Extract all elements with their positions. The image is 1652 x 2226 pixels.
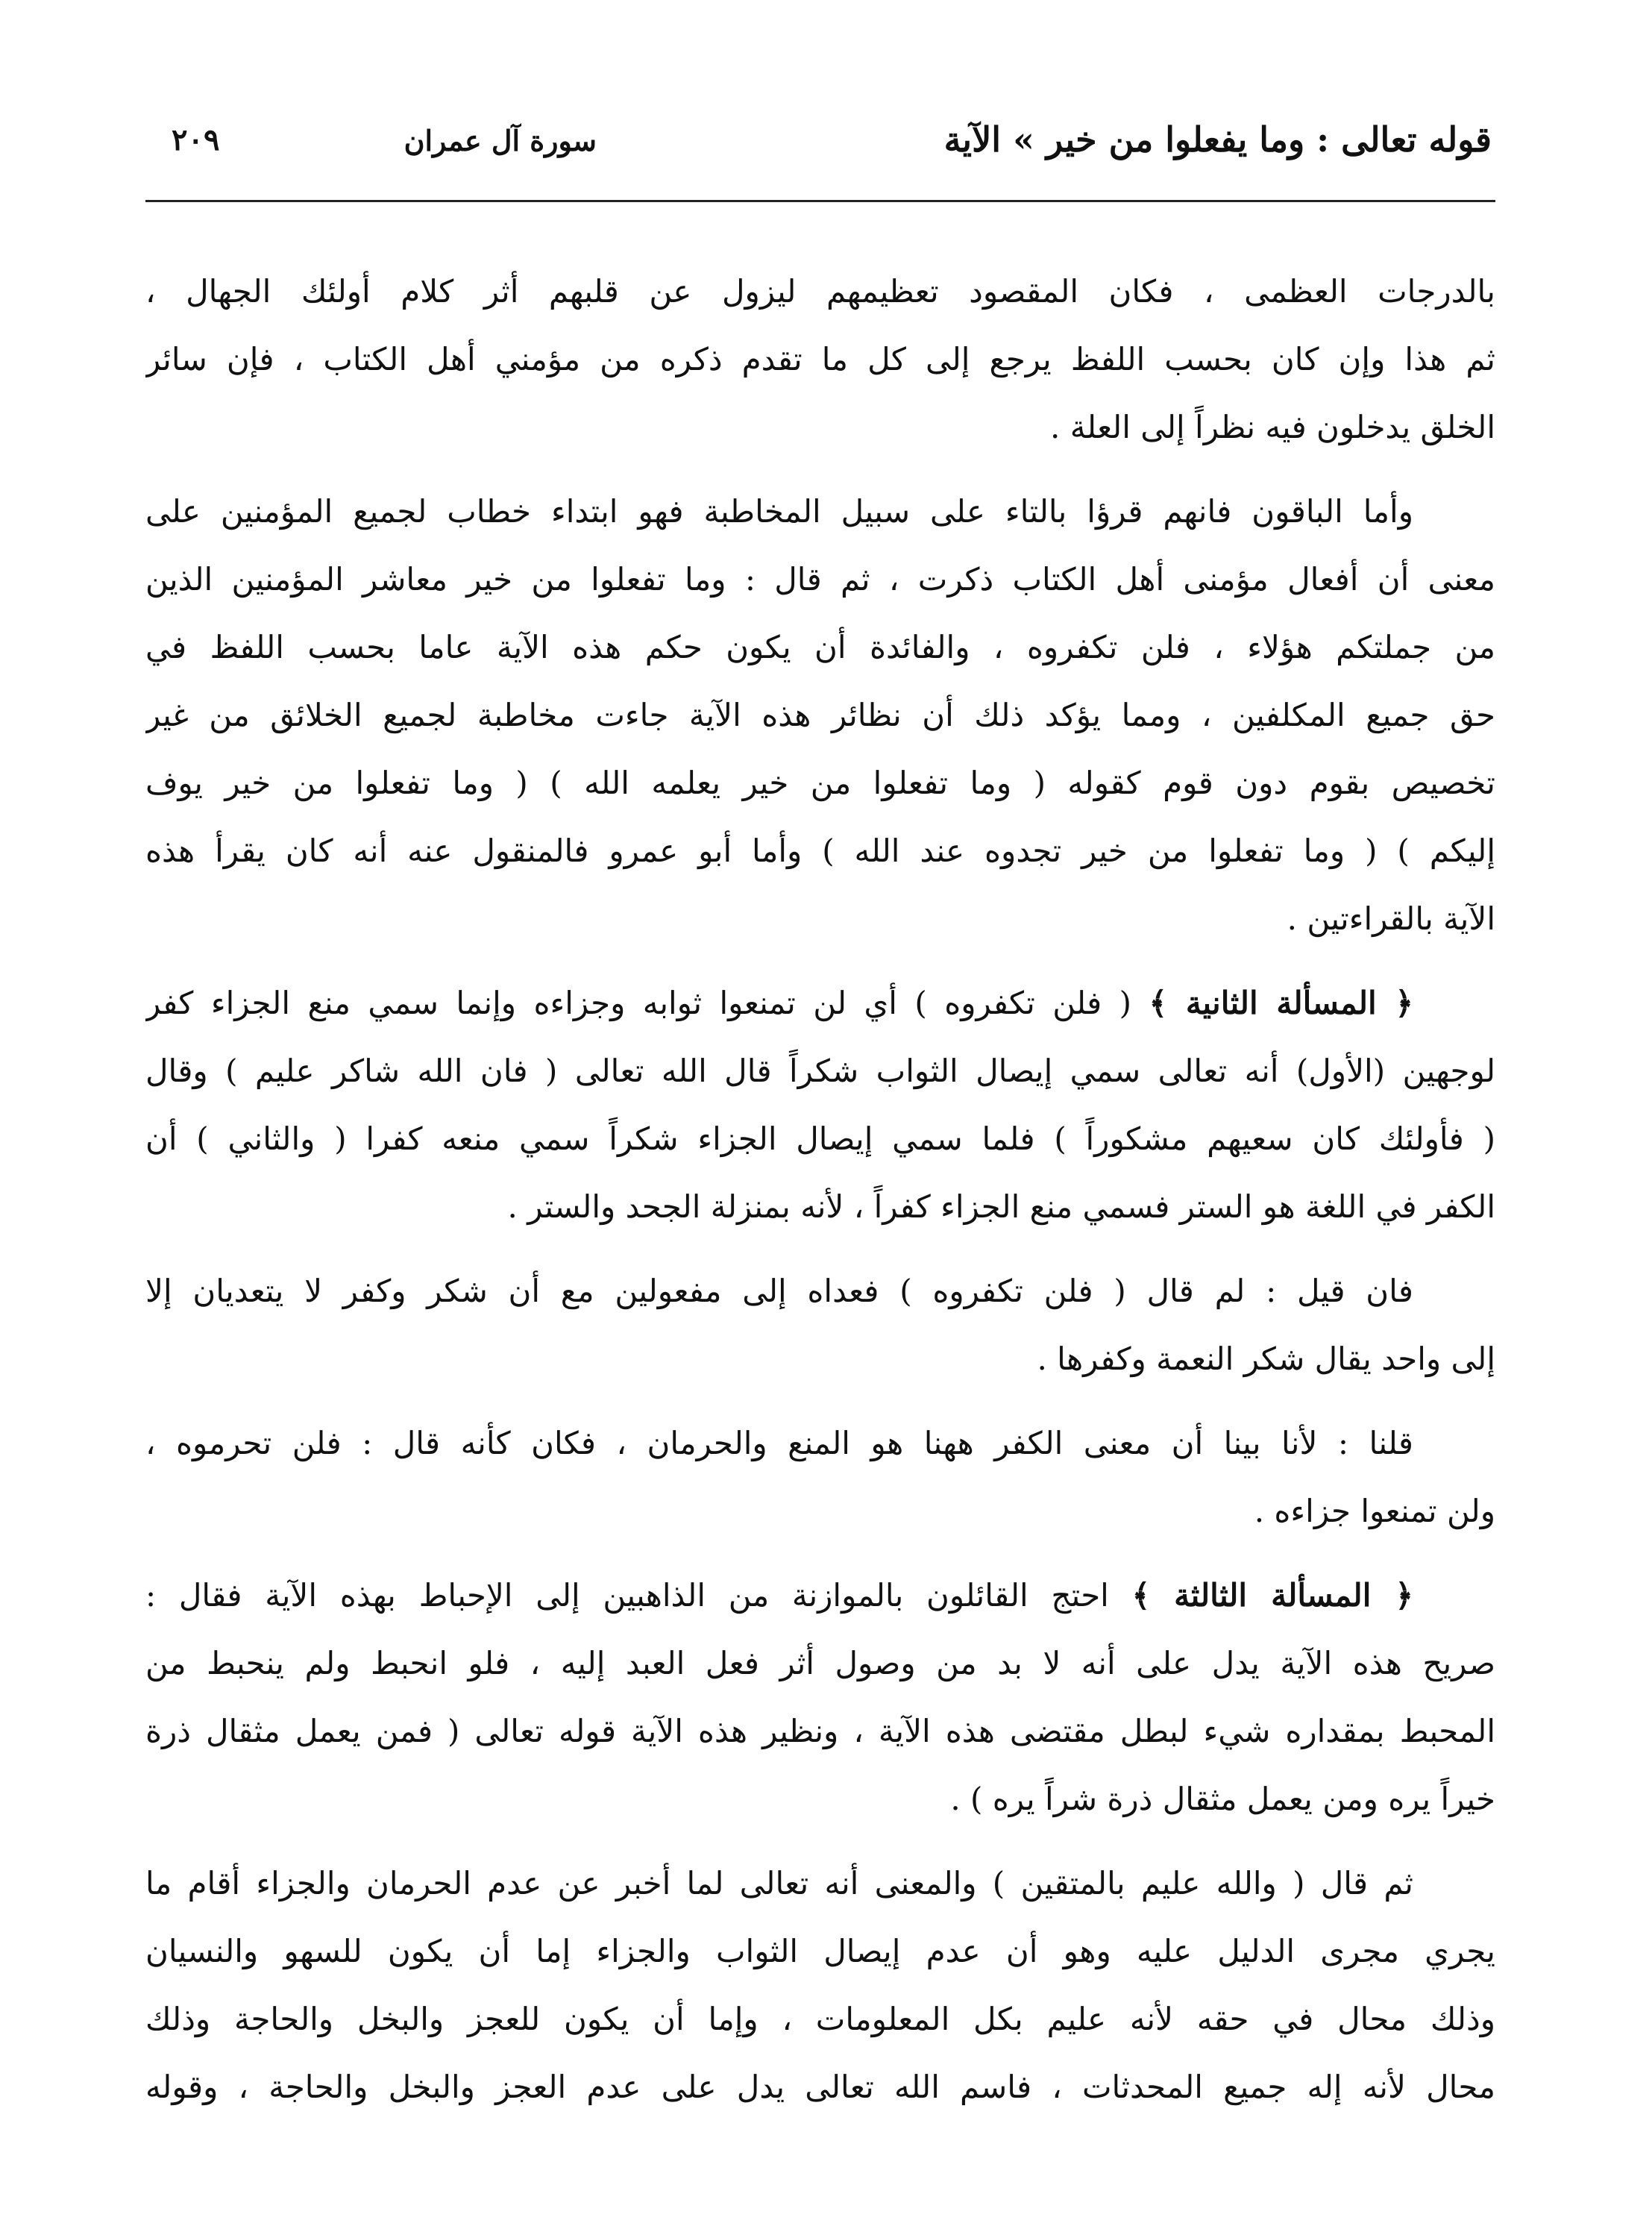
paragraph-6 [145,1561,1495,1833]
text-line: بالدرجات العظمى ، فكان المقصود تعظيمهم ليزول عن قلبهم أثر كلام أولئك الجهال ، [145,273,1495,310]
paragraph-5 [145,1409,1495,1545]
text-line: إليكم ) ( وما تفعلوا من خير تجدوه عند الله ) وأما أبو عمرو فالمنقول عنه أنه كان يقرأ هذه [145,833,1495,869]
paragraph-2 [145,477,1495,953]
text-line: يجري مجرى الدليل عليه وهو أن عدم إيصال الثواب والجزاء إما أن يكون للسهو والنسيان [145,1933,1495,1969]
text-line: لوجهين (الأول) أنه تعالى سمي إيصال الثواب شكراً قال الله تعالى ( فان الله شاكر عليم ) وقال [145,1053,1495,1089]
text-line: ( فأولئك كان سعيهم مشكوراً ) فلما سمي إيصال الجزاء شكراً سمي منعه كفرا ( والثاني ) أن [145,1120,1495,1157]
page-number: ٢٠٩ [172,122,220,157]
text-line: ثم هذا وإن كان بحسب اللفظ يرجع إلى كل ما تقدم ذكره من مؤمني أهل الكتاب ، فإن سائر [145,341,1495,377]
paragraph-1 [145,257,1495,461]
paragraph-3 [145,969,1495,1241]
header-title: قوله تعالى : وما يفعلوا من خير » الآية [943,119,1492,160]
text-line: قلنا : لأنا بينا أن معنى الكفر ههنا هو المنع والحرمان ، فكان كأنه قال : فلن تحرموه ، [145,1425,1413,1461]
text-line: وأما الباقون فانهم قرؤا بالتاء على سبيل المخاطبة فهو ابتداء خطاب لجميع المؤمنين على [145,493,1413,530]
text-line [145,969,1495,1037]
page-header [149,112,1492,179]
text-line: معنى أن أفعال مؤمنى أهل الكتاب ذكرت ، ثم قال : وما تفعلوا من خير معاشر المؤمنين الذين [145,561,1495,598]
text-line: الآية بالقراءتين . [1287,900,1495,937]
text-segment: ( فلن تكفروه ) أي لن تمنعوا ثوابه وجزاءه وإنما سمي منع الجزاء كفر [145,985,1149,1021]
text-line: فان قيل : لم قال ( فلن تكفروه ) فعداه إلى مفعولين مع أن شكر وكفر لا يتعديان إلا [145,1273,1413,1309]
header-surah-name: سورة آل عمران [403,124,597,157]
text-line: صريح هذه الآية يدل على أنه لا بد من وصول أثر فعل العبد إليه ، فلو انحبط ولم ينحبط من [145,1645,1495,1681]
text-line: حق جميع المكلفين ، ومما يؤكد ذلك أن نظائر هذه الآية جاءت مخاطبة لجميع الخلائق من غير [145,697,1495,733]
text-line: المحبط بمقداره شيء لبطل مقتضى هذه الآية ، ونظير هذه الآية قوله تعالى ( فمن يعمل مثقال ذرة [145,1713,1495,1749]
issue-heading: ﴿ المسألة الثانية ﴾ [1149,985,1414,1021]
header-divider [145,200,1495,202]
text-line: ثم قال ( والله عليم بالمتقين ) والمعنى أنه تعالى لما أخبر عن عدم الحرمان والجزاء أقام ما [145,1865,1413,1901]
text-line: وذلك محال في حقه لأنه عليم بكل المعلومات ، وإما أن يكون للعجز والبخل والحاجة وذلك [145,2001,1495,2037]
page-body [145,257,1495,2137]
text-line: الخلق يدخلون فيه نظراً إلى العلة . [1050,409,1495,445]
text-line: إلى واحد يقال شكر النعمة وكفرها . [1037,1341,1495,1377]
paragraph-4 [145,1257,1495,1393]
paragraph-7 [145,1849,1495,2121]
issue-heading: ﴿ المسألة الثالثة ﴾ [1131,1577,1413,1614]
text-line: تخصيص بقوم دون قوم كقوله ( وما تفعلوا من خير يعلمه الله ) ( وما تفعلوا من خير يوف [145,765,1495,801]
text-line [145,1561,1495,1629]
text-segment: احتج القائلون بالموازنة من الذاهبين إلى الإحباط بهذه الآية فقال : [145,1577,1132,1614]
text-line: خيراً يره ومن يعمل مثقال ذرة شراً يره ) . [950,1781,1495,1817]
text-line: ولن تمنعوا جزاءه . [1254,1493,1495,1529]
text-line: الكفر في اللغة هو الستر فسمي منع الجزاء كفراً ، لأنه بمنزلة الجحد والستر . [507,1188,1495,1225]
text-line: من جملتكم هؤلاء ، فلن تكفروه ، والفائدة أن يكون حكم هذه الآية عاما بحسب اللفظ في [145,629,1495,665]
text-line: محال لأنه إله جميع المحدثات ، فاسم الله تعالى يدل على عدم العجز والبخل والحاجة ، وقوله [145,2069,1495,2105]
